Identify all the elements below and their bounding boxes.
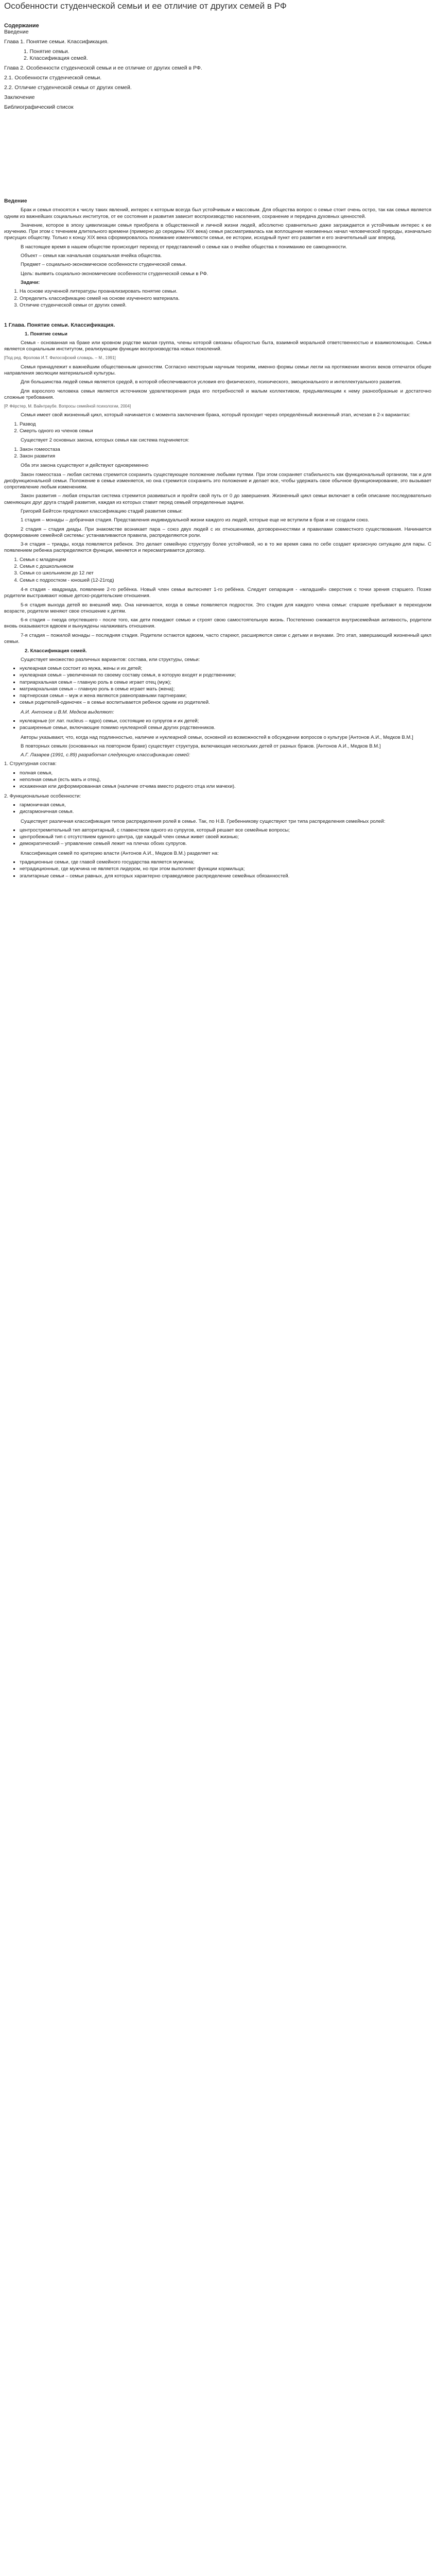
tasks-heading: Задачи: (21, 279, 40, 285)
laws-list (4, 447, 431, 460)
list-item: ▪ центростремительный тип авторитарный, с главенством одного из супругов, который решает все семейные вопросы; (20, 827, 431, 834)
citation: [Под ред. Фролова И.Т. Философский словарь. – М., 1991] (4, 355, 116, 361)
subheading: 2. Функциональные особенности: (4, 793, 81, 799)
list-item: ▪ центробежный тип с отсутствием единого центра, где каждый член семьи живет своей жизнью; (20, 834, 431, 840)
goal-statement: Цель: выявить социально-экономические особенности студенческой семьи в РФ. (21, 270, 208, 277)
toc-item[interactable]: Введение (4, 29, 29, 35)
toc-item[interactable]: Глава 2. Особенности студенческой семьи и ее отличие от других семей в РФ. (4, 65, 202, 71)
antonov-list (4, 718, 431, 732)
list-item: 2. Смерть одного из членов семьи (20, 428, 431, 434)
roles-list (4, 827, 431, 848)
list-item: 3. Отличие студенческой семьи от других семей. (20, 302, 431, 309)
chapter-heading: 1 Глава. Понятие семьи. Классификация. (4, 322, 115, 329)
toc-item[interactable]: 2.1. Особенности студенческой семьи. (4, 75, 102, 81)
variants-list (4, 421, 431, 435)
function-list (4, 802, 431, 816)
structure-list (4, 770, 431, 790)
list-item: ▪ патриархальная семья – главную роль в семье играет отец (муж); (20, 680, 431, 686)
paragraph: Брак и семья относятся к числу таких явлений, интерес к которым всегда был устойчивым и массовым. Для общества вопрос о семье стоит очень остро, так как семья является одним из важнейших социальных институтов, от ее состояния и развития зависит воспроизводство населения, сохранение и передача духовных ценностей. (4, 207, 431, 219)
intro-heading: Ведение (4, 198, 27, 204)
paragraph: Существует множество различных вариантов: состава, или структуры, семьи: (21, 656, 200, 663)
list-item: ▪ расширенные семьи, включающие помимо нуклеарной семьи других родственников. (20, 725, 431, 731)
list-item: ▪ гармоничная семья, (20, 802, 431, 808)
list-item: ▪ эгалитарные семьи – семьи равных, для которых характерно справедливое распределение семейных обязанностей. (20, 873, 431, 879)
paragraph: 1 стадия – монады – добрачная стадия. Представления индивидуальной жизни каждого из людей, которые еще не вступили в брак и не создали союз. (21, 517, 369, 523)
list-item: 1. Развод (20, 421, 431, 428)
paragraph: 4-я стадия - квадриада, появление 2-го ребёнка. Новый член семьи вытесняет 1-го ребёнка. Следует сепарация - «младший» сверстник с точки зрения старшего. Позже родители выстраивают новые детско-родительские отношения. (4, 586, 431, 599)
toc-heading: Содержание (4, 23, 39, 29)
paragraph: 5-я стадия выхода детей во внешний мир. Она начинается, когда в семье появляется подросток. Это стадия для каждого члена семьи: старшие пребывают в переходном возрасте, родители меняют свое отношение к детям. (4, 602, 431, 614)
paragraph: Существует 2 основных закона, которых семья как система подчиняется: (21, 437, 189, 444)
list-item: 1. Закон гомеостаза (20, 447, 431, 453)
list-item: ▪ партнерская семья – муж и жена являются равноправными партнерами; (20, 693, 431, 699)
paragraph: Оба эти закона существуют и действуют одновременно (21, 463, 149, 469)
paragraph: А.Г. Лазарев (1991, с.89) разработал следующую классификацию семей: (21, 752, 190, 758)
paragraph: Для взрослого человека семья является источником удовлетворения ряда его потребностей и малым коллективом, предъявляющим к нему разнообразные и достаточно сложные требования. (4, 388, 431, 400)
citation: [Р. Фёрстер, М. Вайнтраубе. Вопросы семейной психологии, 2004] (4, 404, 131, 409)
paragraph: 7-я стадия – пожилой монады – последняя стадия. Родители остаются вдвоем, часто стареют, расширяются связи с детьми и внуками. Это этап, завершающий жизненный цикл семьи. (4, 632, 431, 645)
list-item: ▪ нуклеарная семья состоит из мужа, жены и их детей; (20, 666, 431, 672)
toc-item[interactable]: 2.2. Отличие студенческой семьи от других семей. (4, 84, 132, 91)
paragraph: Закон развития – любая открытая система стремится развиваться и пройти свой путь от 0 до завершения. Жизненный цикл семьи включает в себя описание последовательно сменяющих друг друга стадий развития, каждая из которых ставит перед семьей определенные задачи. (4, 493, 431, 505)
toc-item[interactable]: 2. Классификация семей. (24, 55, 88, 61)
list-item: ▪ полная семья, (20, 770, 431, 776)
family-types-list (4, 666, 431, 706)
list-item: 1. На основе изученной литературы проанализировать понятие семьи. (20, 289, 431, 295)
paragraph: Классификация семей по критерию власти (Антонов А.И., Медков В.М.) разделяет на: (21, 850, 219, 856)
list-item: 1. Семья с младенцем (20, 557, 431, 563)
list-item: ▪ неполная семья (есть мать и отец), (20, 777, 431, 783)
list-item: ▪ семья родителей-одиночек – в семье воспитывается ребенок одним из родителей. (20, 700, 431, 706)
paragraph: Григорий Бейтсон предложил классификацию стадий развития семьи: (21, 508, 183, 514)
toc-item[interactable]: Глава 1. Понятие семьи. Классификация. (4, 39, 109, 45)
paragraph: В повторных семьях (основанных на повторном браке) существует структура, включающая нескольких детей от разных браков. [Антонов А.И., Медков В.М.] (21, 743, 381, 749)
paragraph: 6-я стадия – гнезда опустевшего - после того, как дети покидают семью и строят свою самостоятельную жизнь. Постепенно снижается внутрисемейная активность, родители вновь оказываются вдвоем и вынуждены налаживать отношения. (4, 617, 431, 630)
list-item: ▪ демократический – управление семьей лежит на плечах обоих супругов. (20, 841, 431, 847)
paragraph: Существует различная классификация типов распределения ролей в семье. Так, по Н.В. Гребенникову существуют три типа распределения семейных ролей: (21, 818, 386, 824)
section-heading: 1. Понятие семьи (25, 331, 67, 337)
object-statement: Объект – семья как начальная социальная ячейка общества. (21, 253, 162, 259)
list-item: ▪ нуклеарные (от лат. nucleus – ядро) семьи, состоящие из супругов и их детей; (20, 718, 431, 724)
paragraph: Значение, которое в эпоху цивилизации семья приобрела в общественной и личной жизни людей, абсолютно сравнительно даже заграждается и устойчивым интерес к ее изучению. При этом с течением длительного времени (примерно до середины XIX века) семья рассматривалась как воплощение неизменных начал человеческой природы, изначально присущих обществу. Только к концу XIX века сформировалось понимание изменчивости семьи, ее истории, исходный пункт его развития и его значительный шаг вперед. (4, 222, 431, 241)
list-item: ▪ дисгармоничная семья. (20, 809, 431, 815)
toc-item[interactable]: Заключение (4, 94, 35, 100)
paragraph: А.И. Антонов и В.М. Медков выделяют: (21, 709, 114, 715)
list-item: ▪ нуклеарная семья – увеличенная по своему составу семья, в которую входят и родственники; (20, 672, 431, 679)
list-item: 2. Закон развития (20, 453, 431, 460)
section-heading: 2. Классификация семей. (25, 648, 87, 654)
list-item: 2. Определить классификацию семей на основе изученного материала. (20, 296, 431, 302)
paragraph: Закон гомеостаза – любая система стремится сохранить существующее положение любыми путями. При этом сохраняет стабильность как функциональный организм, так и для дисфункциональной семьи. Положение в семье изменяется, но она стремится сохранить это положение и делает все, чтобы удержать свое обычное функционирование, это вызывает сопротивление любым изменениям. (4, 471, 431, 490)
power-list (4, 859, 431, 879)
subject-statement: Предмет – социально-экономическое особенности студенческой семьи. (21, 262, 187, 268)
paragraph: Семья принадлежит к важнейшим общественным ценностям. Согласно некоторым научным теориям, именно формы семьи легли на протяжении многих веков отпечаток общие направления эволюции материальной культуры. (4, 364, 431, 376)
document-body (4, 198, 431, 883)
toc-item[interactable]: 1. Понятие семьи. (24, 48, 69, 55)
list-item: ▪ нетрадиционные, где мужчина не является лидером, но при этом выполняет функции кормильца; (20, 866, 431, 872)
paragraph: Авторы указывают, что, когда над подлинностью, наличие и нуклеарной семьи, основной из возможностей в обсуждении вопросов о культуре [Антонов А.И., Медков В.М.] (21, 734, 413, 740)
table-of-contents (4, 29, 431, 111)
paragraph: Для большинства людей семья является средой, в которой обеспечиваются условия его физического, психического, эмоционального и интеллектуального развития. (21, 379, 402, 385)
subheading: 1. Структурная состав: (4, 761, 57, 767)
paragraph: В настоящее время в нашем обществе происходит переход от представлений о семье как о ячейке общества к пониманию ее самоценности. (21, 244, 347, 250)
list-item: 4. Семья с подростком - юношей (12-21год) (20, 578, 431, 584)
toc-item[interactable]: Библиографический список (4, 104, 74, 110)
list-item: ▪ традиционные семьи, где главой семейного государства является мужчина; (20, 859, 431, 866)
tasks-list (4, 289, 431, 309)
list-item: ▪ матриархальная семья – главную роль в семье играет мать (жена); (20, 686, 431, 692)
list-item: 3. Семья со школьником до 12 лет (20, 570, 431, 577)
paragraph: Семья имеет свой жизненный цикл, который начинается с момента заключения брака, который проходит через определённый жизненный этап, исчезая в 2-х вариантах: (21, 412, 411, 418)
paragraph: Семья - основанная на браке или кровном родстве малая группа, члены которой связаны общностью быта, взаимной моральной ответственностью и взаимопомощью. Семья является социальным институтом, реализующим функции воспроизводства новых поколений. (4, 340, 431, 352)
paragraph: 3-я стадия – триады, когда появляется ребенок. Это делает семейную структуру более устойчивой, но в то же время сама по себе создает кризисную ситуацию для пары. С появлением ребенка распределяются функции, меняется и пересматривается договор. (4, 541, 431, 554)
list-item: ▪ искаженная или деформированная семья (наличие отчима вместо родного отца или мачехи). (20, 784, 431, 790)
document-title: Особенности студенческой семьи и ее отличие от других семей в РФ (4, 1, 287, 11)
list-item: 2. Семья с дошкольником (20, 564, 431, 570)
stages-list (4, 557, 431, 584)
paragraph: 2 стадия – стадия диады. При знакомстве возникает пара – союз двух людей с их отношениями, договоренностями и правилами совместного существования. Начинается формирование семейной системы: устанавливаются правила, распределяются роли. (4, 526, 431, 538)
